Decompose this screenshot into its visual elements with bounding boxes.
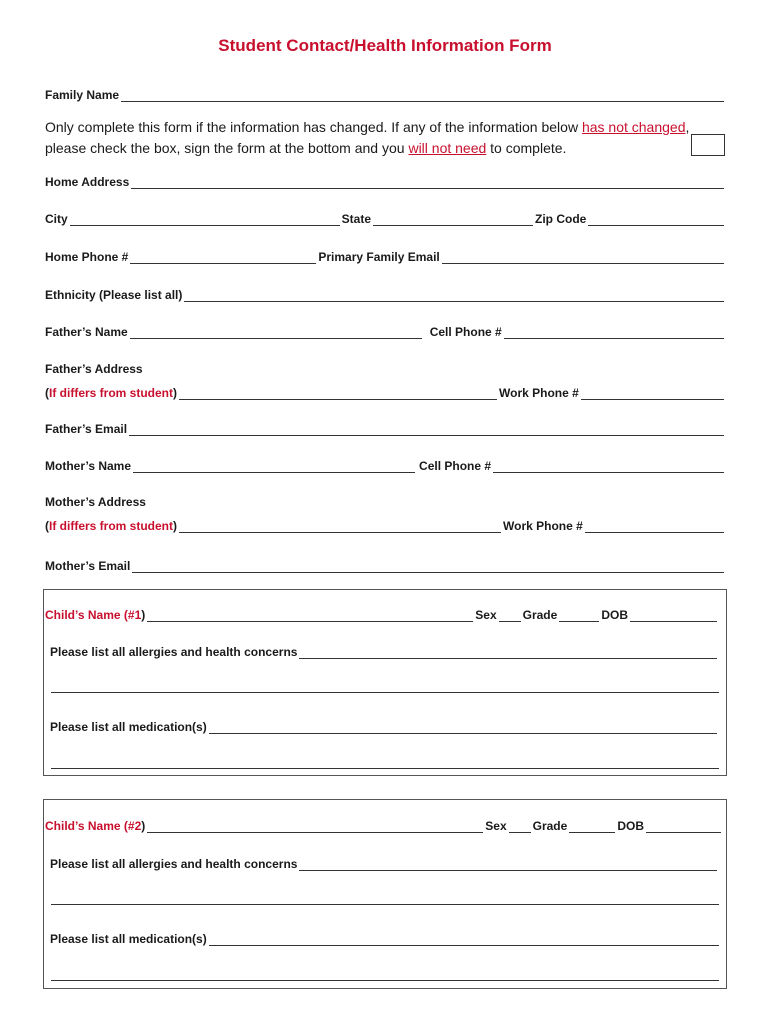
- child-1-allergies-row: [50, 643, 719, 659]
- mothers-email-field[interactable]: [132, 560, 724, 573]
- child-2-sex-field[interactable]: [509, 820, 531, 833]
- mothers-if-differs: If differs from student: [49, 519, 174, 533]
- mothers-work-phone-field[interactable]: [585, 520, 724, 533]
- fathers-name-field[interactable]: [130, 326, 422, 339]
- child-1-grade-field[interactable]: [559, 609, 599, 622]
- fathers-name-label: Father’s Name: [45, 325, 128, 339]
- notice-will-not-need: will not need: [408, 140, 487, 156]
- ethnicity-field[interactable]: [184, 289, 724, 302]
- family-name-row: [45, 86, 726, 102]
- fathers-address-heading-row: [45, 360, 726, 376]
- city-state-zip-row: [45, 210, 726, 226]
- child-1-sex-field[interactable]: [499, 609, 521, 622]
- child-2-name-row: [45, 817, 723, 833]
- mothers-name-field[interactable]: [133, 460, 415, 473]
- child-2-dob-field[interactable]: [646, 820, 721, 833]
- mothers-address-row: [45, 517, 726, 533]
- fathers-address-label: Father’s Address: [45, 362, 143, 376]
- child-1-allergies-label: Please list all allergies and health concerns: [50, 645, 298, 659]
- fathers-work-phone-field[interactable]: [581, 387, 724, 400]
- home-phone-field[interactable]: [130, 251, 316, 264]
- home-phone-label: Home Phone #: [45, 250, 129, 264]
- child-1-allergies-field[interactable]: [299, 646, 717, 659]
- child-2-sex-label: Sex: [485, 819, 507, 833]
- paren-close: ): [141, 608, 146, 622]
- zip-field[interactable]: [588, 213, 724, 226]
- phone-email-row: [45, 248, 726, 264]
- child-1-grade-label: Grade: [522, 608, 558, 622]
- fathers-if-differs: If differs from student: [49, 386, 174, 400]
- child-1-dob-label: DOB: [601, 608, 628, 622]
- child-2-medication-label: Please list all medication(s): [50, 932, 207, 946]
- paren-open: (: [45, 519, 49, 533]
- fathers-email-row: [45, 420, 726, 436]
- primary-email-label: Primary Family Email: [318, 250, 440, 264]
- child-2-medication-field[interactable]: [209, 933, 719, 946]
- paren-close: ): [173, 386, 178, 400]
- notice-has-not-changed: has not changed: [581, 119, 686, 135]
- child-1-name-field[interactable]: [147, 609, 473, 622]
- child-1-medication-row: [50, 718, 719, 734]
- child-2-name-label: Child’s Name (#2: [45, 819, 142, 833]
- fathers-address-row: [45, 384, 726, 400]
- mothers-email-label: Mother’s Email: [45, 559, 131, 573]
- child-2-allergies-label: Please list all allergies and health concerns: [50, 857, 298, 871]
- child-1-allergies-field-2[interactable]: [51, 692, 719, 693]
- home-address-label: Home Address: [45, 175, 130, 189]
- city-label: City: [45, 212, 68, 226]
- fathers-cell-field[interactable]: [504, 326, 724, 339]
- state-label: State: [341, 212, 372, 226]
- fathers-work-phone-label: Work Phone #: [499, 386, 579, 400]
- notice-text-2: , please check the box, sign the form at the bottom and you: [45, 119, 690, 156]
- ethnicity-label: Ethnicity (Please list all): [45, 288, 183, 302]
- mothers-address-heading-row: [45, 493, 726, 509]
- mothers-work-phone-label: Work Phone #: [503, 519, 583, 533]
- child-1-medication-label: Please list all medication(s): [50, 720, 207, 734]
- paren-close: ): [173, 519, 178, 533]
- mothers-name-label: Mother’s Name: [45, 459, 132, 473]
- mothers-address-label: Mother’s Address: [45, 495, 146, 509]
- child-2-medication-row: [50, 930, 721, 946]
- mothers-name-row: [45, 457, 726, 473]
- child-2-dob-label: DOB: [617, 819, 644, 833]
- home-address-field[interactable]: [131, 176, 724, 189]
- family-name-label: Family Name: [45, 88, 120, 102]
- mothers-cell-field[interactable]: [493, 460, 724, 473]
- form-title: Student Contact/Health Information Form: [218, 36, 552, 55]
- ethnicity-row: [45, 286, 726, 302]
- home-address-row: [45, 173, 726, 189]
- child-2-grade-label: Grade: [532, 819, 568, 833]
- notice-text-3: to complete.: [486, 140, 567, 156]
- child-2-name-field[interactable]: [147, 820, 483, 833]
- fathers-email-label: Father’s Email: [45, 422, 128, 436]
- notice-text-1: Only complete this form if the information has changed. If any of the information below: [45, 119, 582, 135]
- fathers-cell-label: Cell Phone #: [429, 325, 502, 339]
- family-name-field[interactable]: [121, 89, 724, 102]
- fathers-address-field[interactable]: [179, 387, 497, 400]
- fathers-email-field[interactable]: [129, 423, 724, 436]
- form-notice: [45, 117, 695, 159]
- child-2-medication-field-2[interactable]: [51, 980, 719, 981]
- fathers-name-row: [45, 323, 726, 339]
- child-1-medication-field-2[interactable]: [51, 768, 719, 769]
- child-1-name-label: Child’s Name (#1: [45, 608, 142, 622]
- child-2-allergies-field[interactable]: [299, 858, 717, 871]
- child-1-name-row: [45, 606, 719, 622]
- paren-close: ): [141, 819, 146, 833]
- mothers-address-field[interactable]: [179, 520, 501, 533]
- city-field[interactable]: [70, 213, 340, 226]
- mothers-cell-label: Cell Phone #: [419, 459, 492, 473]
- primary-email-field[interactable]: [442, 251, 724, 264]
- child-2-allergies-row: [50, 855, 719, 871]
- state-field[interactable]: [373, 213, 533, 226]
- child-2-allergies-field-2[interactable]: [51, 904, 719, 905]
- zip-label: Zip Code: [535, 212, 587, 226]
- child-1-dob-field[interactable]: [630, 609, 717, 622]
- child-1-medication-field[interactable]: [209, 721, 717, 734]
- paren-open: (: [45, 386, 49, 400]
- child-2-grade-field[interactable]: [569, 820, 615, 833]
- mothers-email-row: [45, 557, 726, 573]
- no-change-checkbox[interactable]: [691, 134, 725, 156]
- child-1-sex-label: Sex: [475, 608, 497, 622]
